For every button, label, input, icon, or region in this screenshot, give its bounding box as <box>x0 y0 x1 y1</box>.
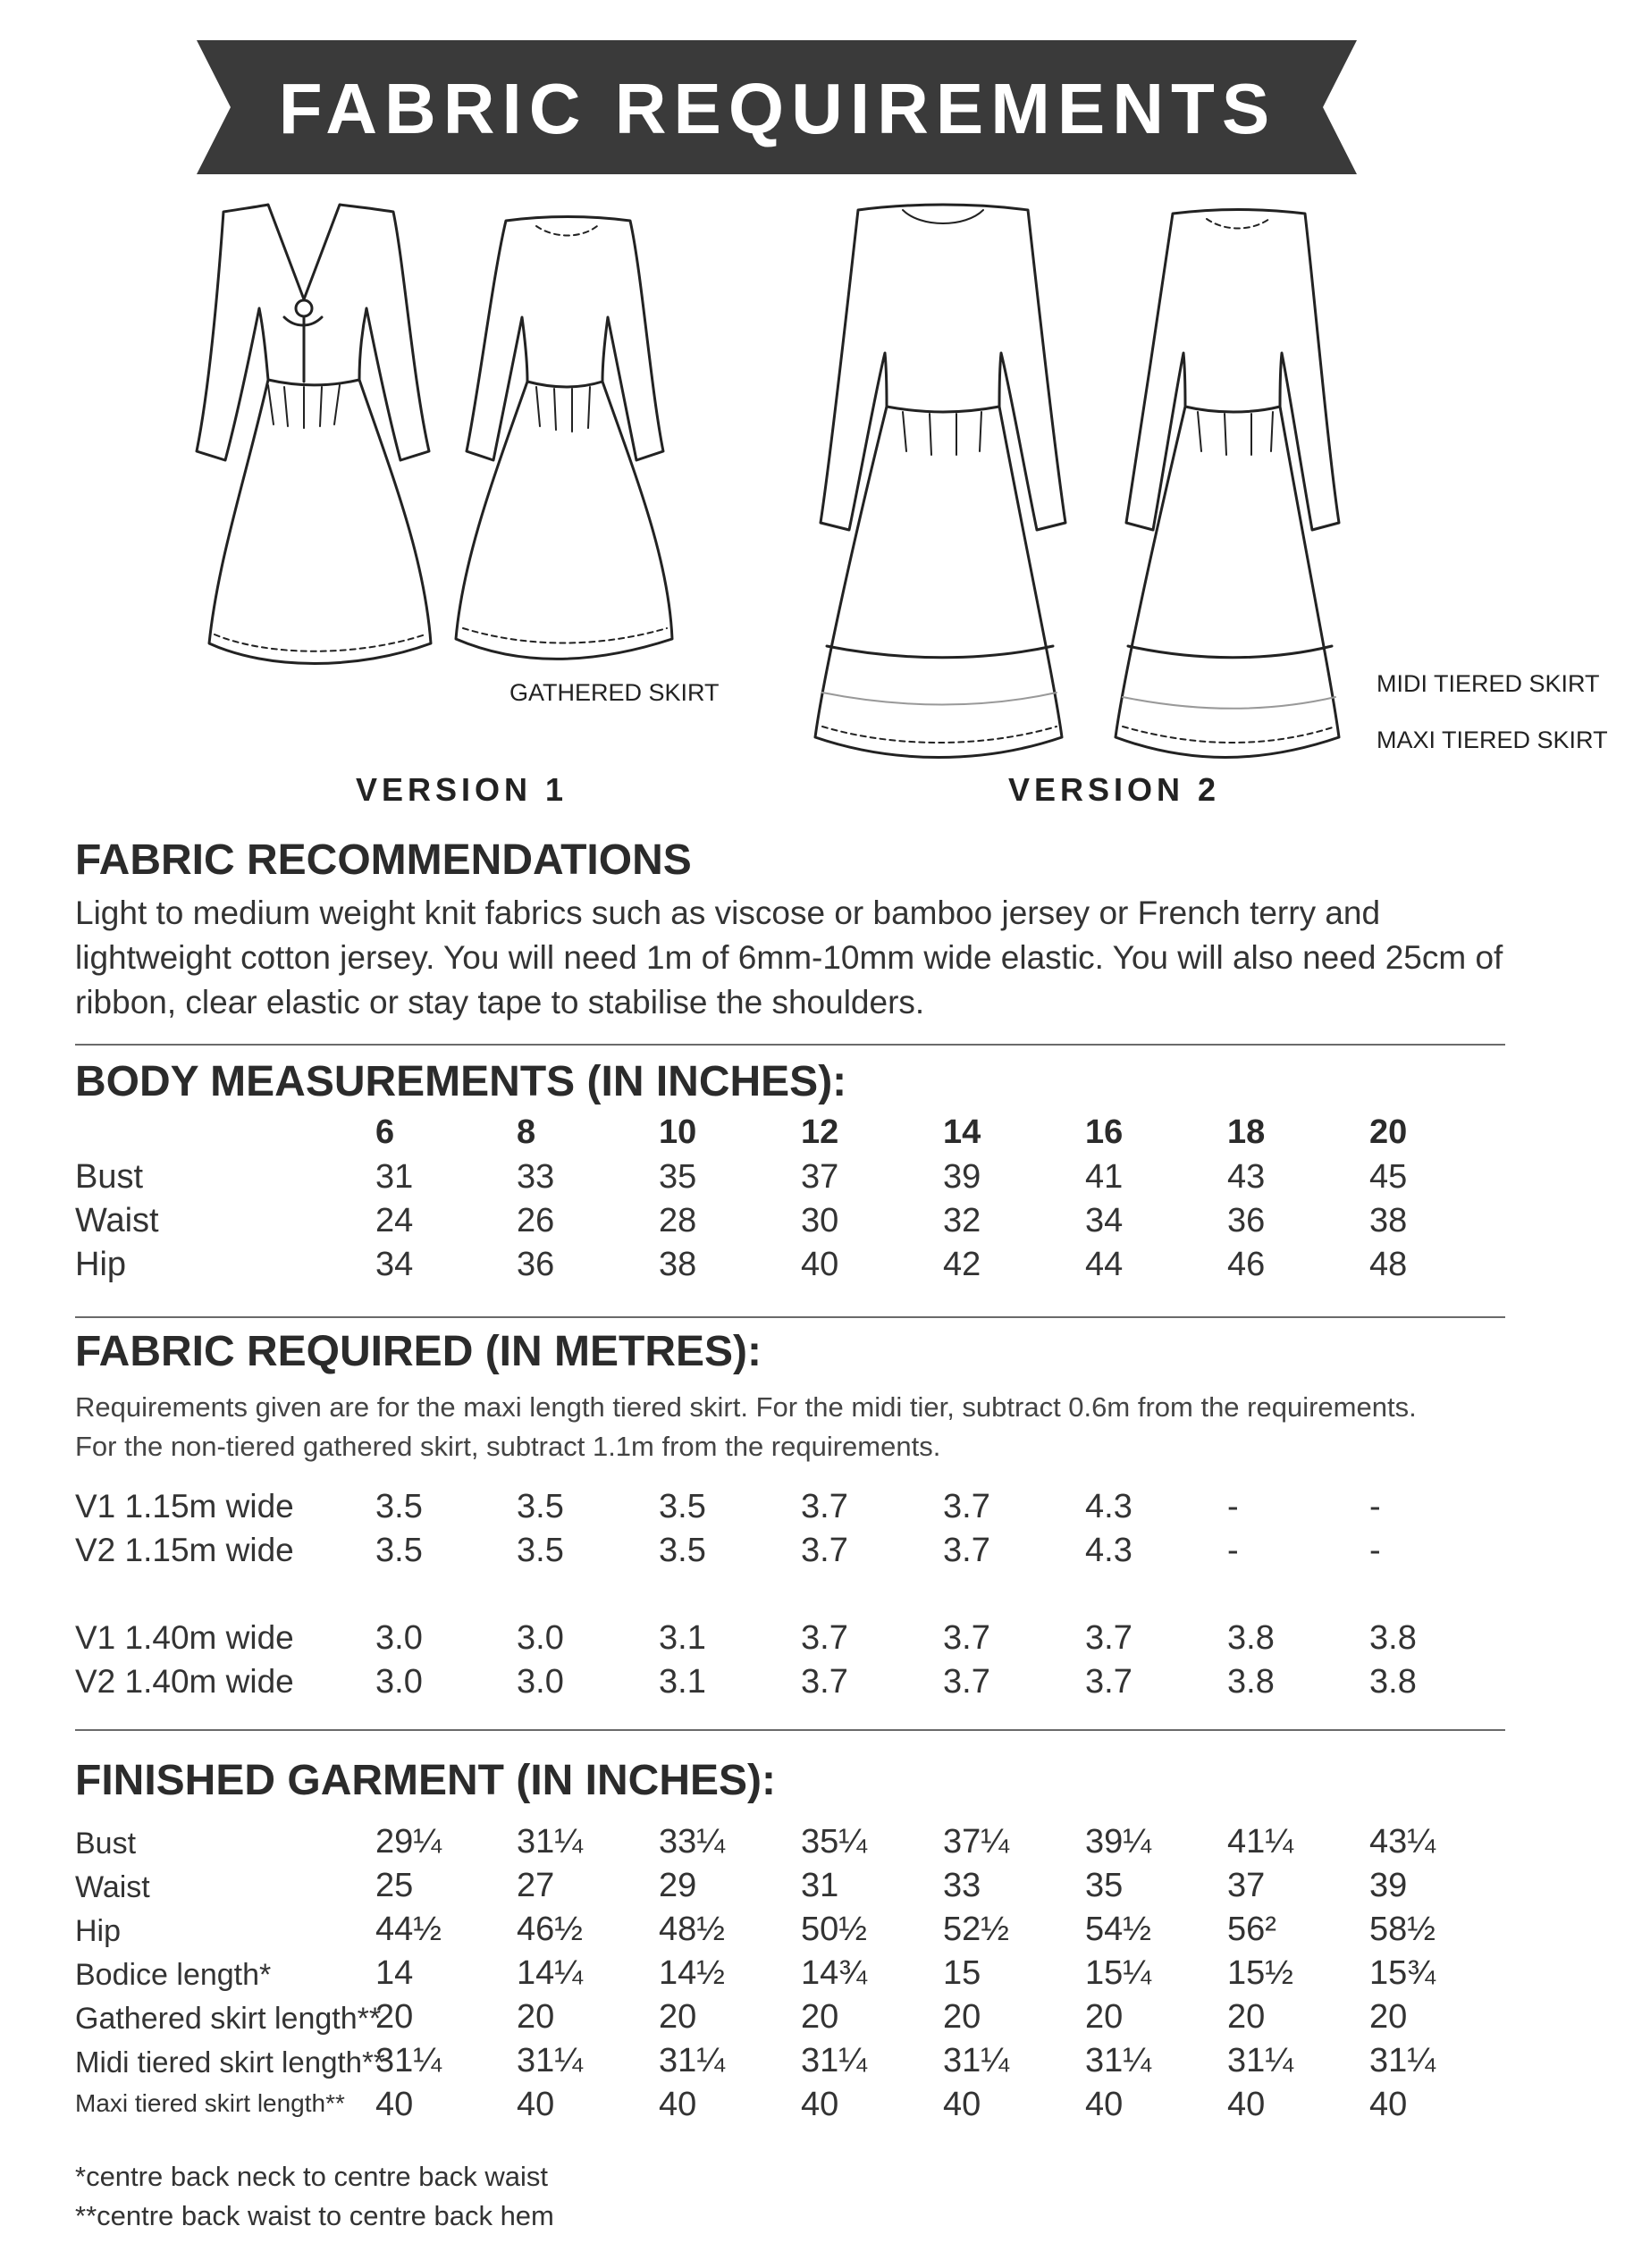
table-cell: 40 <box>375 2086 414 2123</box>
table-cell: 40 <box>659 2086 697 2123</box>
table-cell: 3.8 <box>1369 1663 1417 1701</box>
table-cell: 40 <box>517 2086 555 2123</box>
table-cell: 36 <box>1227 1202 1266 1239</box>
page-title: FABRIC REQUIREMENTS <box>278 69 1277 148</box>
size-header: 16 <box>1085 1113 1124 1151</box>
table-cell: 4.3 <box>1085 1532 1132 1569</box>
size-header: 10 <box>659 1113 697 1151</box>
table-cell: - <box>1227 1488 1239 1525</box>
table-cell: 3.8 <box>1227 1619 1275 1657</box>
table-cell: 24 <box>375 1202 414 1239</box>
table-cell: 3.5 <box>375 1488 423 1525</box>
fabric-recommendations-heading: FABRIC RECOMMENDATIONS <box>75 836 692 884</box>
table-cell: - <box>1227 1532 1239 1569</box>
size-header: 12 <box>801 1113 839 1151</box>
version1-label: VERSION 1 <box>356 771 568 808</box>
table-cell: 3.7 <box>801 1663 848 1701</box>
table-cell: 3.1 <box>659 1663 706 1701</box>
table-cell: 3.8 <box>1227 1663 1275 1701</box>
footnote-bodice: *centre back neck to centre back waist <box>75 2161 548 2192</box>
table-cell: 33¼ <box>659 1823 725 1861</box>
table-cell: 3.0 <box>517 1619 564 1657</box>
size-header: 8 <box>517 1113 536 1151</box>
table-cell: 44 <box>1085 1246 1124 1283</box>
table-cell: 56² <box>1227 1911 1276 1948</box>
table-cell: 15¾ <box>1369 1954 1436 1992</box>
table-cell: 3.8 <box>1369 1619 1417 1657</box>
table-cell: 20 <box>1085 1998 1124 2036</box>
table-cell: 34 <box>1085 1202 1124 1239</box>
row-label: Hip <box>75 1914 122 1948</box>
table-cell: 50½ <box>801 1911 867 1948</box>
midi-tiered-skirt-label: MIDI TIERED SKIRT <box>1377 670 1600 697</box>
table-cell: 15½ <box>1227 1954 1293 1992</box>
table-cell: 3.7 <box>801 1619 848 1657</box>
table-cell: 37¼ <box>943 1823 1009 1861</box>
row-label: Waist <box>75 1202 159 1239</box>
table-cell: 15¼ <box>1085 1954 1151 1992</box>
table-cell: 44½ <box>375 1911 442 1948</box>
version1-back-dress-drawing <box>456 217 672 659</box>
table-cell: 3.5 <box>659 1488 706 1525</box>
table-cell: 3.7 <box>943 1663 990 1701</box>
table-cell: 30 <box>801 1202 839 1239</box>
table-cell: 3.5 <box>659 1532 706 1569</box>
table-cell: 37 <box>801 1158 839 1196</box>
table-cell: 14 <box>375 1954 414 1992</box>
table-cell: 36 <box>517 1246 555 1283</box>
table-cell: 20 <box>943 1998 981 2036</box>
table-cell: 28 <box>659 1202 697 1239</box>
size-header: 6 <box>375 1113 395 1151</box>
table-cell: 45 <box>1369 1158 1408 1196</box>
version2-label: VERSION 2 <box>1008 771 1221 808</box>
table-cell: 27 <box>517 1867 555 1904</box>
table-cell: 20 <box>517 1998 555 2036</box>
size-header: 14 <box>943 1113 981 1151</box>
table-cell: 31¼ <box>659 2042 725 2079</box>
table-cell: 31¼ <box>1227 2042 1293 2079</box>
row-label: Bust <box>75 1827 137 1861</box>
table-cell: 40 <box>1227 2086 1266 2123</box>
table-cell: 3.0 <box>375 1663 423 1701</box>
table-cell: 31¼ <box>517 1823 583 1861</box>
row-label: Maxi tiered skirt length** <box>75 2089 345 2117</box>
table-cell: 3.7 <box>801 1488 848 1525</box>
row-label: Hip <box>75 1246 127 1283</box>
fabric-required-heading: FABRIC REQUIRED (IN METRES): <box>75 1328 762 1375</box>
table-cell: 38 <box>1369 1202 1408 1239</box>
recommendation-line: Light to medium weight knit fabrics such as viscose or bamboo jersey or French terry and <box>75 895 1381 931</box>
version2-front-dress-drawing <box>815 205 1065 758</box>
row-label: Bodice length* <box>75 1958 272 1992</box>
table-cell: 31¼ <box>943 2042 1009 2079</box>
table-cell: 33 <box>943 1867 981 1904</box>
table-cell: 20 <box>659 1998 697 2036</box>
row-label: V1 1.15m wide <box>75 1488 294 1525</box>
table-cell: 46½ <box>517 1911 583 1948</box>
note-line: For the non-tiered gathered skirt, subtract 1.1m from the requirements. <box>75 1431 941 1462</box>
table-cell: 58½ <box>1369 1911 1436 1948</box>
table-cell: 39¼ <box>1085 1823 1151 1861</box>
section-divider <box>75 1044 1505 1046</box>
table-cell: 3.5 <box>517 1532 564 1569</box>
note-line: Requirements given are for the maxi length tiered skirt. For the midi tier, subtract 0.6m from the requirements. <box>75 1391 1417 1423</box>
table-cell: 29 <box>659 1867 697 1904</box>
table-cell: 35 <box>1085 1867 1124 1904</box>
recommendation-line: ribbon, clear elastic or stay tape to stabilise the shoulders. <box>75 984 925 1021</box>
maxi-tiered-skirt-label: MAXI TIERED SKIRT <box>1377 727 1608 753</box>
table-cell: 4.3 <box>1085 1488 1132 1525</box>
table-cell: 31¼ <box>1085 2042 1151 2079</box>
gathered-skirt-label: GATHERED SKIRT <box>509 679 720 706</box>
table-cell: 14¾ <box>801 1954 867 1992</box>
table-cell: 20 <box>1227 1998 1266 2036</box>
row-label: V2 1.40m wide <box>75 1663 294 1700</box>
fabric-recommendations-text <box>75 891 1505 1025</box>
table-cell: 37 <box>1227 1867 1266 1904</box>
table-cell: 31¼ <box>801 2042 867 2079</box>
table-cell: 39 <box>943 1158 981 1196</box>
table-cell: 40 <box>801 1246 839 1283</box>
table-cell: 3.5 <box>375 1532 423 1569</box>
dress-line-drawings <box>0 183 1625 800</box>
table-cell: 3.0 <box>517 1663 564 1701</box>
table-cell: 3.7 <box>1085 1619 1132 1657</box>
table-cell: 14½ <box>659 1954 725 1992</box>
table-cell: 43 <box>1227 1158 1266 1196</box>
table-cell: - <box>1369 1532 1381 1569</box>
table-cell: 39 <box>1369 1867 1408 1904</box>
table-cell: 40 <box>801 2086 839 2123</box>
table-cell: 3.5 <box>517 1488 564 1525</box>
row-label: Bust <box>75 1158 144 1196</box>
table-cell: 48 <box>1369 1246 1408 1283</box>
row-label: V2 1.15m wide <box>75 1532 294 1568</box>
row-label: V1 1.40m wide <box>75 1619 294 1656</box>
table-cell: 33 <box>517 1158 555 1196</box>
table-cell: 20 <box>801 1998 839 2036</box>
table-cell: 3.7 <box>1085 1663 1132 1701</box>
table-cell: 3.1 <box>659 1619 706 1657</box>
table-cell: 46 <box>1227 1246 1266 1283</box>
row-label: Midi tiered skirt length** <box>75 2045 385 2079</box>
row-label: Waist <box>75 1870 150 1904</box>
table-cell: 3.7 <box>943 1532 990 1569</box>
table-cell: 3.7 <box>801 1532 848 1569</box>
table-cell: 40 <box>1369 2086 1408 2123</box>
body-measurements-heading: BODY MEASUREMENTS (IN INCHES): <box>75 1058 847 1105</box>
table-cell: 40 <box>943 2086 981 2123</box>
size-header: 20 <box>1369 1113 1408 1151</box>
title-banner <box>0 0 1625 179</box>
size-header: 18 <box>1227 1113 1266 1151</box>
table-cell: 29¼ <box>375 1823 442 1861</box>
table-cell: 35 <box>659 1158 697 1196</box>
section-divider <box>75 1729 1505 1731</box>
table-cell: 31¼ <box>517 2042 583 2079</box>
table-cell: 31 <box>801 1867 839 1904</box>
table-cell: 25 <box>375 1867 414 1904</box>
table-cell: 20 <box>1369 1998 1408 2036</box>
recommendation-line: lightweight cotton jersey. You will need 1m of 6mm-10mm wide elastic. You will also need 25cm of <box>75 939 1503 976</box>
table-cell: 20 <box>375 1998 414 2036</box>
table-cell: 34 <box>375 1246 414 1283</box>
table-cell: 42 <box>943 1246 981 1283</box>
finished-garment-heading: FINISHED GARMENT (IN INCHES): <box>75 1757 776 1804</box>
fabric-required-note <box>75 1388 1523 1466</box>
table-cell: 38 <box>659 1246 697 1283</box>
table-cell: 40 <box>1085 2086 1124 2123</box>
table-cell: 52½ <box>943 1911 1009 1948</box>
table-cell: 14¼ <box>517 1954 583 1992</box>
table-cell: 3.7 <box>943 1488 990 1525</box>
section-divider <box>75 1316 1505 1318</box>
table-cell: 3.0 <box>375 1619 423 1657</box>
table-cell: 15 <box>943 1954 981 1992</box>
table-cell: 31¼ <box>375 2042 442 2079</box>
table-cell: 3.7 <box>943 1619 990 1657</box>
table-cell: 48½ <box>659 1911 725 1948</box>
table-cell: 35¼ <box>801 1823 867 1861</box>
row-label: Gathered skirt length** <box>75 2002 382 2036</box>
version1-front-dress-drawing <box>197 205 431 664</box>
table-cell: 43¼ <box>1369 1823 1436 1861</box>
table-cell: - <box>1369 1488 1381 1525</box>
table-cell: 41 <box>1085 1158 1124 1196</box>
footnote-skirt: **centre back waist to centre back hem <box>75 2200 554 2231</box>
version2-back-dress-drawing <box>1116 210 1339 758</box>
table-cell: 32 <box>943 1202 981 1239</box>
table-cell: 31¼ <box>1369 2042 1436 2079</box>
table-cell: 54½ <box>1085 1911 1151 1948</box>
table-cell: 26 <box>517 1202 555 1239</box>
garment-illustrations <box>0 183 1625 808</box>
table-cell: 41¼ <box>1227 1823 1293 1861</box>
table-cell: 31 <box>375 1158 414 1196</box>
